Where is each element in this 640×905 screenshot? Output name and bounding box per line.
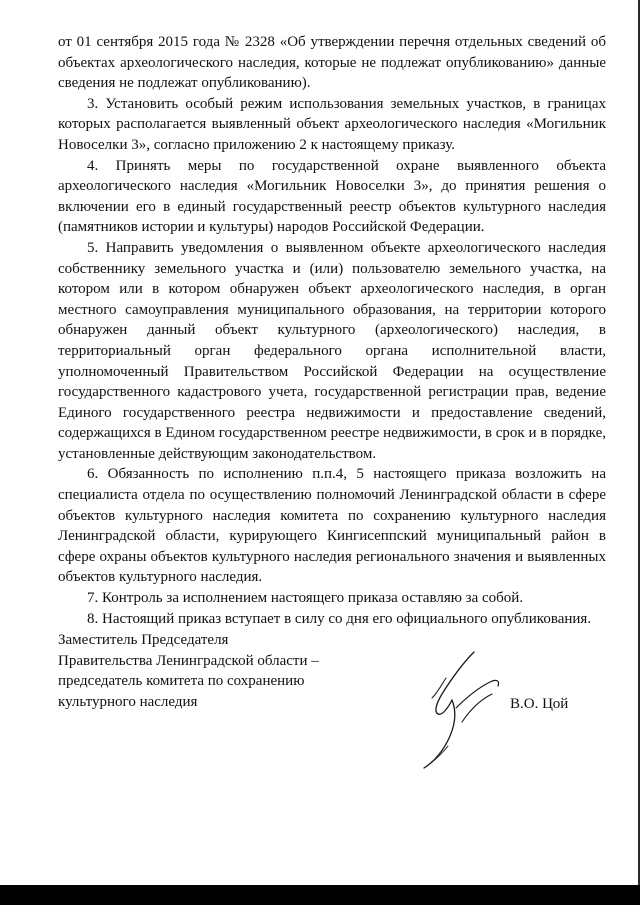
paragraph-item-6: 6. Обязанность по исполнению п.п.4, 5 настоящего приказа возложить на специалиста отдела по осуществлению полномочий Ленинградской области в сфере объектов культурного наследия комитета по сохранению культурного наследия Ленинградской области, курирующего Кингисеппский муниципальный район в сфере охраны объектов культурного наследия регионального значения и выявленных объектов культурного наследия. <box>58 466 606 586</box>
paragraph-item-8: 8. Настоящий приказ вступает в силу со дня его официального опубликования. <box>87 610 592 627</box>
position-line: председатель комитета по сохранению <box>58 673 305 690</box>
position-line: Заместитель Председателя <box>58 632 229 648</box>
position-line: культурного наследия <box>58 693 198 710</box>
paragraph-continuation: от 01 сентября 2015 года № 2328 «Об утверждении перечня отдельных сведений об объектах археологического наследия, которые не подлежат опубликованию» данные сведения не подлежат опубликованию). <box>58 34 606 92</box>
handwritten-signature <box>412 648 504 772</box>
document-body <box>58 32 606 629</box>
paragraph-item-3: 3. Установить особый режим использования земельных участков, в границах которых располагается выявленный объект археологического наследия «Могильник Новоселки 3», согласно приложению 2 к настоящему приказу. <box>58 95 606 153</box>
paragraph-item-7: 7. Контроль за исполнением настоящего приказа оставляю за собой. <box>87 590 524 607</box>
signer-name: В.О. Цой <box>510 696 569 712</box>
paragraph-item-5: 5. Направить уведомления о выявленном объекте археологического наследия собственнику земельного участка и (или) пользователю земельного участка, на котором или в котором обнаружен объект археологического наследия, в орган местного самоуправления муниципального образования, на территории которого обнаружен данный объект культурного (археологического) наследия, в территориальный орган федерального органа исполнительной власти, уполномоченный Правительством Российской Федерации на осуществление государственного кадастрового учета, государственной регистрации прав, ведение Единого государственного реестра недвижимости и предоставление сведений, содержащихся в Едином государственном реестре недвижимости, в срок и в порядке, установленные действующим законодательством. <box>58 239 606 462</box>
scan-bottom-border <box>0 885 640 905</box>
position-line: Правительства Ленинградской области – <box>58 652 319 669</box>
paragraph-item-4: 4. Принять меры по государственной охране выявленного объекта археологического наследия «Могильник Новоселки 3», до принятия решения о включении его в единый государственный реестр объектов культурного наследия (памятников истории и культуры) народов Российской Федерации. <box>58 157 606 236</box>
signatory-position <box>58 630 358 712</box>
